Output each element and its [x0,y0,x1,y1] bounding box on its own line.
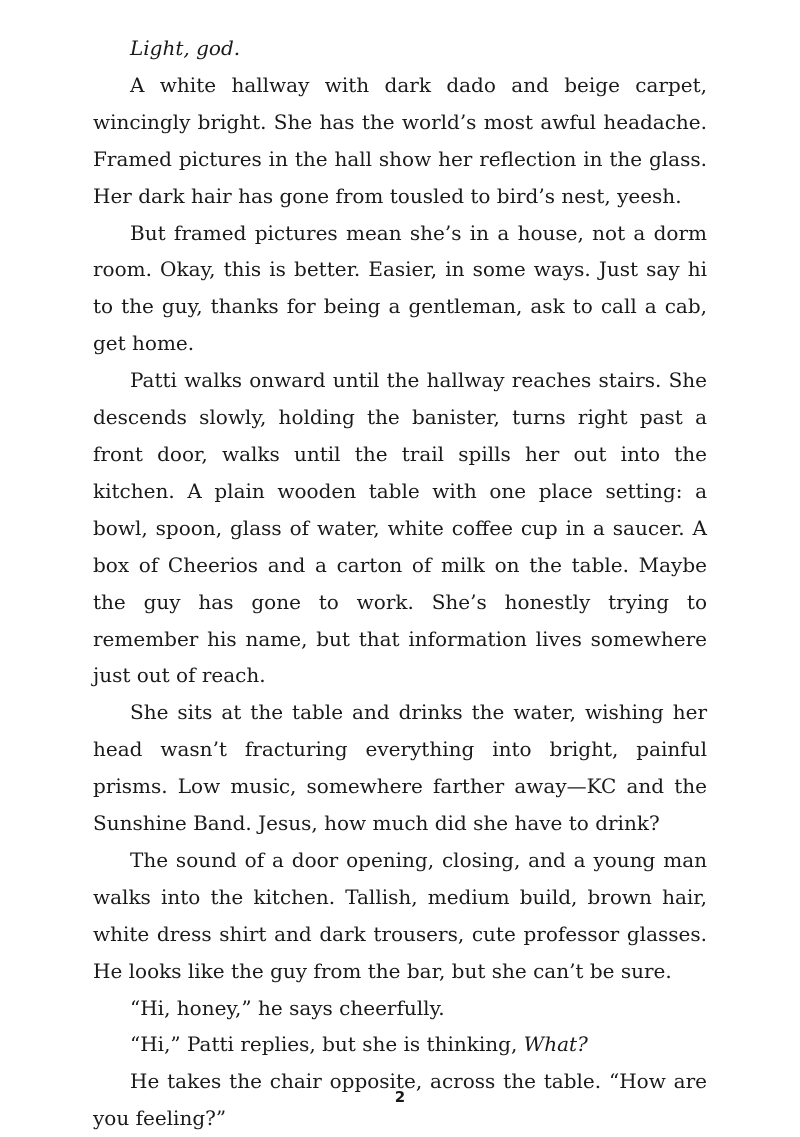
paragraph-1-italic: Light, god. [130,36,241,60]
paragraph-8-italic: What? [523,1032,588,1057]
page-number: 2 [394,1088,406,1106]
paragraph-4: Patti walks onward until the hallway reaches stairs. She descends slowly, holding the banister, turns right past a front door, walks until the trail spills her out into the kitchen. A plain wooden table with one place setting: a bowl, spoon, glass of water, white coffee cup in a saucer. A box of Cheerios and a carton of milk on the table. Maybe the guy has gone to work. She’s honestly trying to remember his name, but that information lives somewhere just out of reach. [93,368,707,688]
paragraph-5: She sits at the table and drinks the water, wishing her head wasn’t fracturing everything into bright, painful prisms. Low music, somewhere farther away—KC and the Sunshine Band. Jesus, how much did she have to drink? [93,700,707,836]
paragraph-7: “Hi, honey,” he says cheerfully. [130,995,445,1020]
paragraph-1 [93,30,707,67]
paragraph-2: A white hallway with dark dado and beige carpet, wincingly bright. She has the world’s most awful headache. Framed pictures in the hall show her reflection in the glass. Her dark hair has gone from tousled to bird’s nest, yeesh. [93,72,707,208]
book-page-text [93,30,707,1137]
paragraph-8-text: “Hi,” Patti replies, but she is thinking, [130,1032,524,1057]
paragraph-8 [93,1026,707,1063]
paragraph-9: He takes the chair opposite, across the table. “How are you feeling?” [93,1069,707,1131]
paragraph-6: The sound of a door opening, closing, and a young man walks into the kitchen. Tallish, medium build, brown hair, white dress shirt and dark trousers, cute professor glasses. He looks like the guy from the bar, but she can’t be sure. [93,847,707,983]
paragraph-3: But framed pictures mean she’s in a house, not a dorm room. Okay, this is better. Easier, in some ways. Just say hi to the guy, thanks for being a gentleman, ask to call a cab, get home. [93,220,707,356]
